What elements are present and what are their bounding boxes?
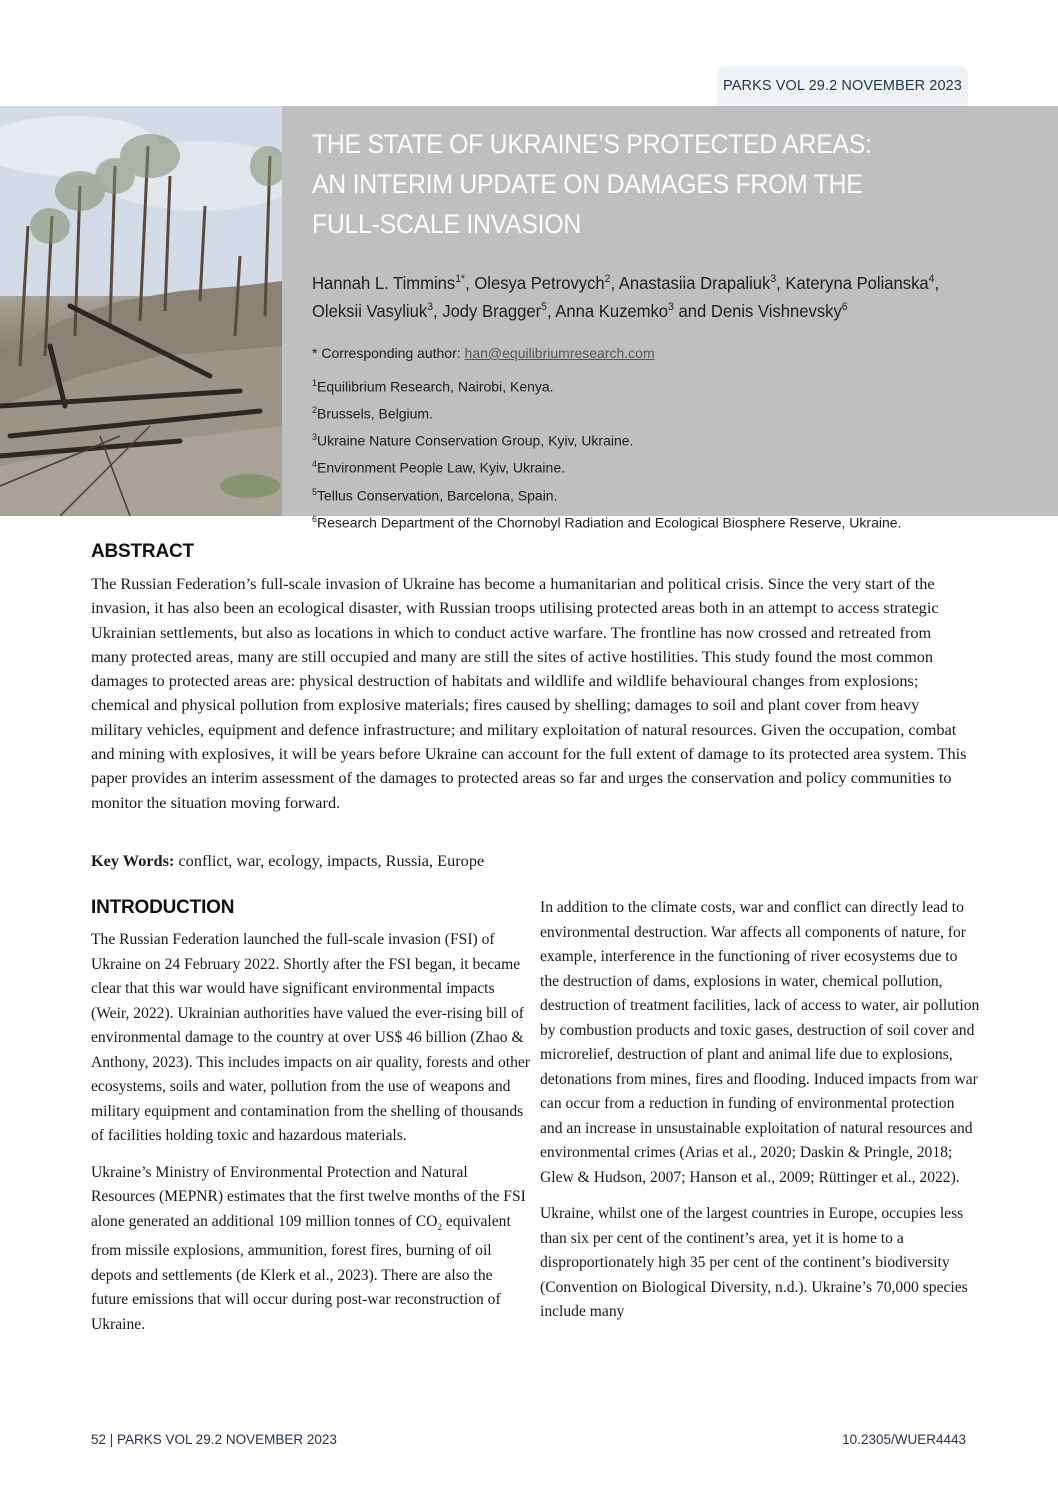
keywords-label: Key Words: <box>91 851 175 870</box>
corresponding-label: * Corresponding author: <box>312 345 461 361</box>
article-title <box>312 124 956 244</box>
title-banner <box>0 106 1058 531</box>
affiliation-item <box>312 453 901 480</box>
paragraph-text: equivalent from missile explosions, ammunition, forest fires, burning of oil depots and settlements (de Klerk et al., 2023). There are also the future emissions that will occur during post-war reconstruction of Ukraine. <box>91 1212 511 1333</box>
affiliation-text: Tellus Conservation, Barcelona, Spain. <box>317 487 558 504</box>
affiliation-number: 2 <box>312 405 318 416</box>
author-list: Hannah L. Timmins$^{1*}$, Olesya Petrovych$^2$, Anastasiia Drapaliuk$^3$, Kateryna Polianska$^4$, Oleksii Vasyliuk$^3$, Jody Bragger$^5$, Anna Kuzemko$^3$ and Denis Vishnevsky$^6$ <box>312 272 940 321</box>
author-mark: 3 <box>770 273 777 285</box>
affiliation-text: Equilibrium Research, Nairobi, Kenya. <box>317 378 554 395</box>
forest-illustration-icon <box>0 106 282 516</box>
burnt-forest-photo <box>0 106 282 516</box>
author-name: Olesya Petrovych <box>474 272 605 293</box>
affiliations-list <box>312 372 901 535</box>
title-line: THE STATE OF UKRAINE’S PROTECTED AREAS: <box>312 129 872 159</box>
author-name: Anna Kuzemko <box>555 300 669 321</box>
author-mark: 3 <box>668 300 674 313</box>
right-column <box>540 896 980 1337</box>
author-mark: 6 <box>841 300 848 313</box>
affiliation-text: Research Department of the Chornobyl Radiation and Ecological Biosphere Reserve, Ukraine. <box>317 514 902 531</box>
affiliation-number: 6 <box>312 513 318 524</box>
left-column <box>91 928 531 1349</box>
affiliation-item <box>312 372 901 399</box>
affiliation-number: 1 <box>312 378 318 388</box>
author-name: Denis Vishnevsky <box>710 300 842 321</box>
subscript: 2 <box>437 1221 442 1232</box>
affiliation-text: Environment People Law, Kyiv, Ukraine. <box>317 460 565 477</box>
journal-issue-tab: PARKS VOL 29.2 NOVEMBER 2023 <box>717 66 968 106</box>
author-name: Jody Bragger <box>442 300 542 321</box>
affiliation-number: 3 <box>312 432 318 443</box>
author-name: Hannah L. Timmins <box>312 272 456 293</box>
corresponding-email-link[interactable]: han@equilibriumresearch.com <box>464 345 655 361</box>
affiliation-number: 4 <box>312 459 318 470</box>
author-mark: 3 <box>427 300 434 313</box>
page-footer-doi: 10.2305/WUER4443 <box>842 1432 966 1447</box>
paragraph: Ukraine, whilst one of the largest countries in Europe, occupies less than six per cent of the continent’s area, yet it is home to a disproportionately high 35 per cent of the continent’s biodiversity (Convention on Biological Diversity, n.d.). Ukraine’s 70,000 species include many <box>540 1205 968 1320</box>
paragraph <box>91 1161 531 1338</box>
author-mark: 4 <box>928 273 935 285</box>
affiliation-text: Ukraine Nature Conservation Group, Kyiv, Ukraine. <box>317 432 634 449</box>
author-name: Oleksii Vasyliuk <box>312 300 428 321</box>
affiliation-item <box>312 508 901 535</box>
affiliation-number: 5 <box>312 486 318 497</box>
introduction-heading: INTRODUCTION <box>91 897 235 918</box>
author-name: Kateryna Polianska <box>785 272 929 293</box>
title-line: AN INTERIM UPDATE ON DAMAGES FROM THE <box>312 169 863 199</box>
author-mark: 2 <box>604 273 611 285</box>
author-mark: 5 <box>541 300 547 313</box>
paragraph-text: Ukraine’s Ministry of Environmental Protection and Natural Resources (MEPNR) estimates that the first twelve months of the FSI alone generated an additional 109 million tonnes of CO <box>91 1163 526 1230</box>
author-name: Anastasiia Drapaliuk <box>618 272 771 293</box>
keywords-list: conflict, war, ecology, impacts, Russia, Europe <box>178 851 485 870</box>
affiliation-item <box>312 399 901 426</box>
author-mark: 1* <box>455 273 466 285</box>
paragraph: The Russian Federation launched the full-scale invasion (FSI) of Ukraine on 24 February 2022. Shortly after the FSI began, it became clear that this war would have significant environmental impacts (Weir, 2022). Ukrainian authorities have valued the ever-rising bill of environmental damage to the country at over US$ 46 billion (Zhao & Anthony, 2023). This includes impacts on air quality, forests and other ecosystems, soils and water, pollution from the use of weapons and military equipment and contamination from the shelling of thousands of facilities holding toxic and hazardous materials. <box>91 931 530 1144</box>
affiliation-item <box>312 481 901 508</box>
title-line: FULL-SCALE INVASION <box>312 209 581 239</box>
abstract-heading: ABSTRACT <box>91 541 194 562</box>
keywords-line <box>91 851 484 871</box>
corresponding-author <box>312 345 655 361</box>
paragraph: In addition to the climate costs, war and conflict can directly lead to environmental destruction. War affects all components of nature, for example, interference in the functioning of river ecosystems due to the destruction of dams, explosions in water, chemical pollution, destruction of treatment facilities, lack of access to water, air pollution by combustion products and toxic gases, destruction of soil cover and microrelief, destruction of plant and animal life due to explosions, detonations from mines, fires and flooding. Induced impacts from war can occur from a reduction in funding of environmental protection and an increase in unsustainable exploitation of natural resources and environmental crimes (Arias et al., 2020; Daskin & Pringle, 2018; Glew & Hudson, 2007; Hanson et al., 2009; Rüttinger et al., 2022). <box>540 899 980 1186</box>
affiliation-text: Brussels, Belgium. <box>317 405 433 422</box>
affiliation-item <box>312 426 901 453</box>
page-footer-journal: 52 | PARKS VOL 29.2 NOVEMBER 2023 <box>91 1432 337 1447</box>
abstract-body: The Russian Federation’s full-scale invasion of Ukraine has become a humanitarian and political crisis. Since the very start of the invasion, it has also been an ecological disaster, with Russian troops utilising protected areas both in an attempt to access strategic Ukrainian settlements, but also as locations in which to conduct active warfare. The frontline has now crossed and retreated from many protected areas, many are still occupied and many are still the sites of active hostilities. This study found the most common damages to protected areas are: physical destruction of habitats and wildlife and wildlife behavioural changes from explosions; chemical and physical pollution from explosive materials; fires caused by shelling; damages to soil and plant cover from heavy military vehicles, equipment and defence infrastructure; and military exploitation of natural resources. Given the occupation, combat and mining with explosives, it will be years before Ukraine can account for the full extent of damage to its protected area system. This paper provides an interim assessment of the damages to protected areas so far and urges the conservation and policy communities to monitor the situation moving forward. <box>91 574 967 812</box>
